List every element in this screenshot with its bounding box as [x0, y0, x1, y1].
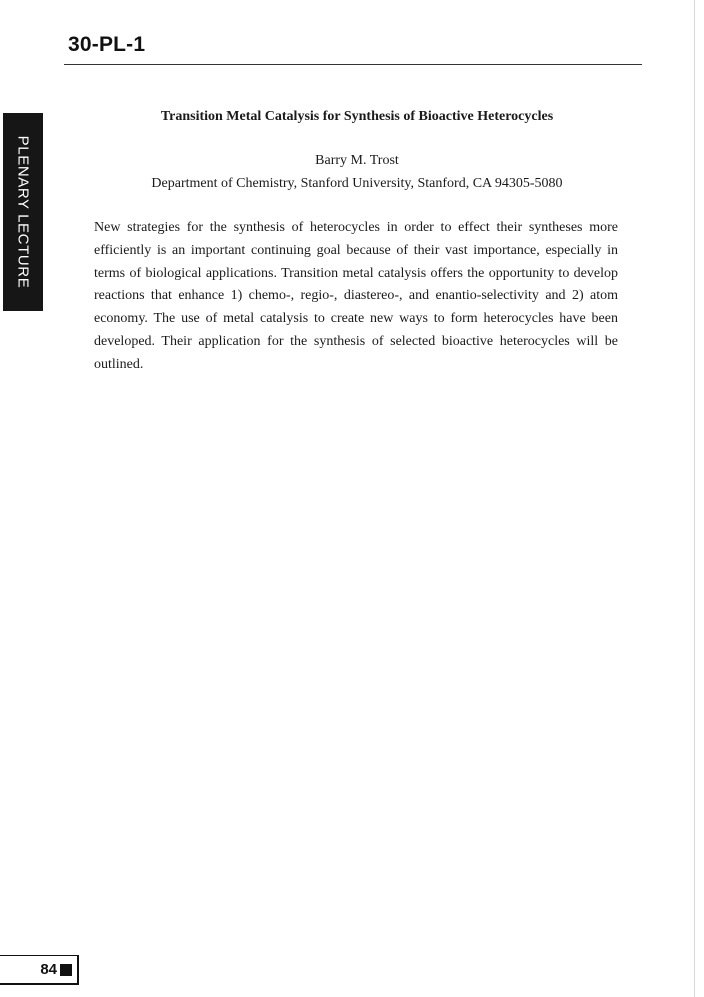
author-affiliation: Department of Chemistry, Stanford University, Stanford, CA 94305-5080 — [151, 176, 563, 191]
section-side-tab-label: PLENARY LECTURE — [14, 135, 32, 289]
abstract-code: 30-PL-1 — [68, 33, 146, 56]
page-number: 84 — [40, 961, 57, 978]
page-marker-square-icon — [60, 964, 72, 976]
author-name: Barry M. Trost — [315, 153, 399, 168]
section-side-tab — [3, 113, 43, 311]
header-rule — [64, 64, 642, 65]
article-title: Transition Metal Catalysis for Synthesis of Bioactive Heterocycles — [160, 109, 554, 124]
page-number-box — [0, 955, 79, 985]
abstract-body: New strategies for the synthesis of heterocycles in order to effect their syntheses more efficiently is an important continuing goal because of their vast importance, especially in terms of biological applications. Transition metal catalysis offers the opportunity to develop reactions that enhance 1) chemo-, regio-, diastereo-, and enantio-selectivity and 2) atom economy. The use of metal catalysis to create new ways to form heterocycles have been developed. Their application for the synthesis of selected bioactive heterocycles will be outlined. — [94, 220, 618, 372]
page-edge-line — [694, 0, 695, 997]
